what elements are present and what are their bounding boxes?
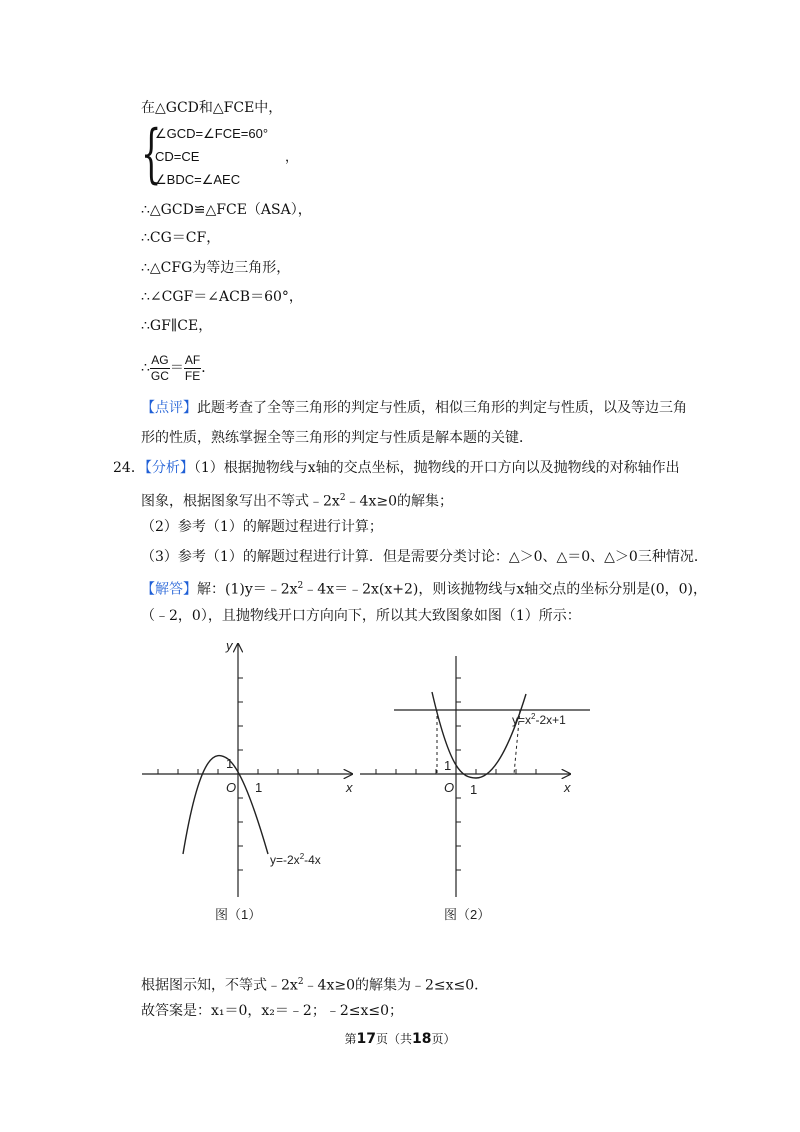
- fig2-origin-label: O: [444, 780, 455, 795]
- proof-line-5: ∴△CFG为等边三角形，: [141, 260, 291, 276]
- q24-answer-line-1: [141, 576, 707, 600]
- fig2-tick-1-label: 1: [470, 782, 478, 797]
- exponent: 2: [297, 581, 304, 591]
- proof-line-3: ∴△GCD≌△FCE（ASA），: [141, 202, 312, 218]
- system-trailing-comma: ，: [285, 149, 299, 164]
- q24-number: 24．: [113, 460, 145, 476]
- system-row-2: CD=CE: [155, 149, 200, 164]
- footer-suffix: 页）: [431, 1032, 456, 1046]
- system-row-3: ∠BDC=∠AEC: [155, 172, 241, 187]
- fraction-numerator: AF: [184, 352, 201, 367]
- comment-text-1: 此题考查了全等三角形的判定与性质，相似三角形的判定与性质，以及等边三角: [197, 400, 687, 416]
- fraction-numerator: AG: [151, 352, 169, 367]
- fig1-origin-label: O: [226, 780, 237, 795]
- fraction-af-fe: [184, 353, 201, 384]
- analysis-text-2b: ﹣4x≥0的解集；: [345, 493, 453, 510]
- fig1-y-label: y: [226, 638, 233, 653]
- fig2-caption: 图（2）: [444, 907, 491, 922]
- q24-analysis-line-4: （3）参考（1）的解题过程进行计算．但是需要分类讨论：△＞0、△＝0、△＞0三种情况．: [141, 549, 708, 565]
- fig2-curve-label: $y=x^2-2x+1$: [512, 712, 566, 727]
- footer-middle: 页（共: [375, 1032, 412, 1046]
- answer-tag: 【解答】: [141, 581, 197, 598]
- fraction-ag-gc: [150, 353, 170, 384]
- proof-line-4: ∴CG＝CF，: [141, 230, 221, 246]
- fig1-x-label: x: [346, 780, 353, 795]
- system-row-1: ∠GCD=∠FCE=60°: [155, 126, 269, 141]
- q24-analysis-line-1: [113, 458, 680, 478]
- period: ．: [201, 360, 216, 376]
- therefore-symbol: ∴: [141, 360, 150, 376]
- figure-2: [360, 656, 590, 897]
- conclusion-line-1: [141, 972, 488, 996]
- exponent: 2: [339, 493, 346, 503]
- fig2-x-label: x: [564, 780, 571, 795]
- q24-analysis-line-2: [141, 488, 453, 512]
- analysis-text-1: （1）根据抛物线与x轴的交点坐标，抛物线的开口方向以及抛物线的对称轴作出: [193, 460, 680, 476]
- comment-line-1: [141, 398, 687, 418]
- answer-text-1b: ﹣4x＝﹣2x(x+2)，则该抛物线与x轴交点的坐标分别是(0，0)，: [303, 581, 707, 598]
- exponent: 2: [297, 977, 304, 987]
- fig1-curve-label: $y=-2x^2-4x$: [270, 852, 321, 867]
- fig1-tick-1-label: 1: [255, 780, 263, 795]
- analysis-tag: 【分析】: [144, 460, 194, 476]
- graphs-figure: [0, 632, 800, 972]
- proof-line-1: 在△GCD和△FCE中，: [141, 100, 283, 116]
- page-footer: [0, 1030, 800, 1047]
- fig1-tick-y1-label: 1: [226, 756, 234, 771]
- equals-sign: ＝: [169, 360, 184, 376]
- conclusion-text-a: 根据图示知，不等式﹣2x: [141, 977, 298, 994]
- comment-line-2: 形的性质，熟练掌握全等三角形的判定与性质是解本题的关键．: [141, 430, 533, 446]
- page-number: 17: [356, 1031, 376, 1047]
- comment-tag: 【点评】: [141, 400, 197, 416]
- fig1-caption: 图（1）: [215, 907, 262, 922]
- proof-line-8: [141, 352, 215, 384]
- proof-line-6: ∴∠CGF＝∠ACB＝60°，: [141, 289, 303, 305]
- footer-prefix: 第: [344, 1032, 357, 1046]
- answer-text-1a: 解：(1)y＝﹣2x: [197, 581, 298, 598]
- proof-line-7: ∴GF∥CE，: [141, 318, 213, 334]
- analysis-text-2a: 图象，根据图象写出不等式﹣2x: [141, 493, 340, 510]
- fig2-tick-y1-label: 1: [444, 758, 452, 773]
- fraction-denominator: FE: [184, 368, 201, 383]
- conclusion-line-2: 故答案是：x₁＝0，x₂＝﹣2；﹣2≤x≤0；: [141, 1003, 404, 1019]
- system-brace: {: [141, 117, 162, 191]
- q24-answer-line-2: （﹣2，0），且抛物线开口方向向下，所以其大致图象如图（1）所示：: [141, 608, 581, 624]
- fraction-denominator: GC: [150, 368, 169, 383]
- total-pages: 18: [412, 1031, 432, 1047]
- q24-analysis-line-3: （2）参考（1）的解题过程进行计算；: [141, 519, 383, 535]
- conclusion-text-b: ﹣4x≥0的解集为﹣2≤x≤0．: [303, 977, 489, 994]
